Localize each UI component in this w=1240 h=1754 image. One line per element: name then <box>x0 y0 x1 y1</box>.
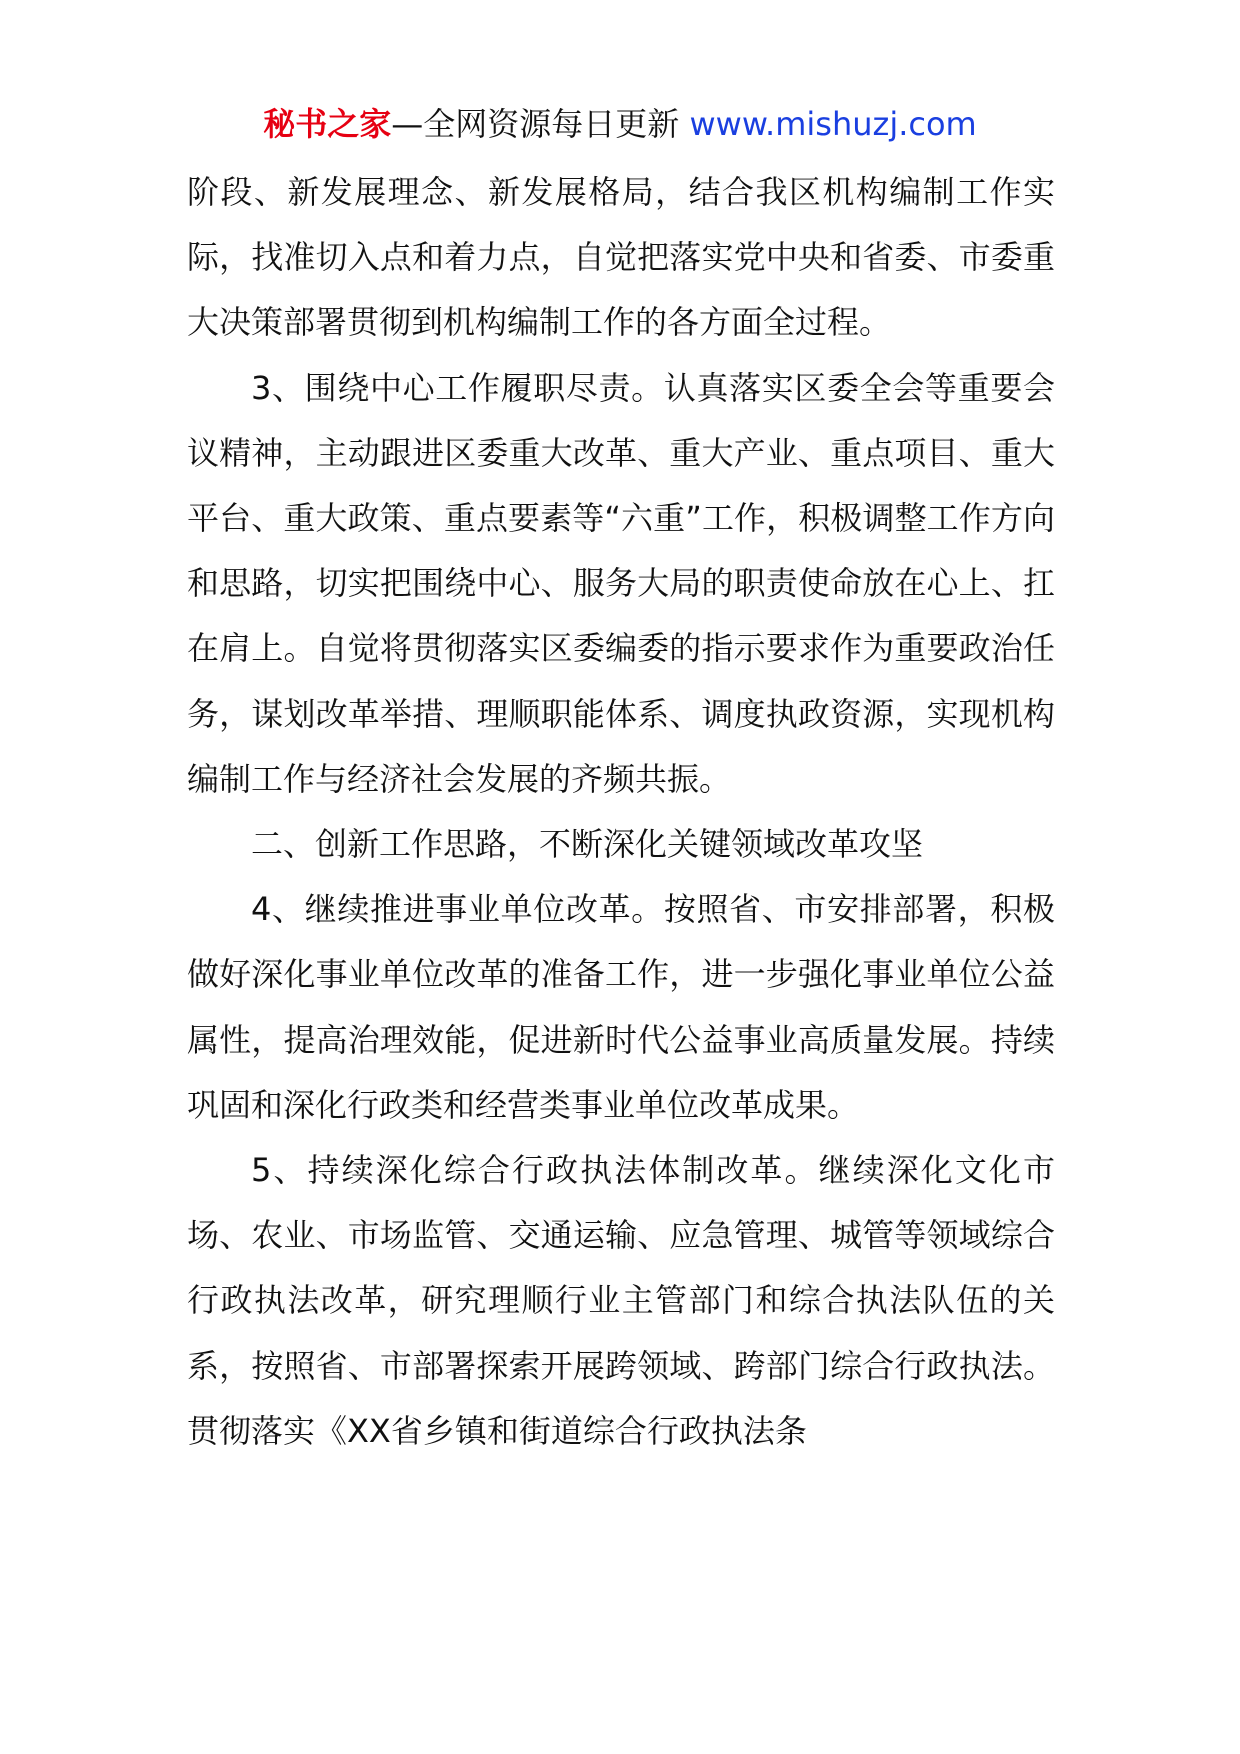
paragraph-continued: 阶段、新发展理念、新发展格局，结合我区机构编制工作实际，找准切入点和着力点，自觉把落实党中央和省委、市委重大决策部署贯彻到机构编制工作的各方面全过程。 <box>187 173 1055 342</box>
site-header <box>0 102 1240 146</box>
site-url: www.mishuzj.com <box>689 105 977 143</box>
paragraph-item-5: 5、持续深化综合行政执法体制改革。继续深化文化市场、农业、市场监管、交通运输、应急管理、城管等领域综合行政执法改革，研究理顺行业主管部门和综合执法队伍的关系，按照省、市部署探索开展跨领域、跨部门综合行政执法。贯彻落实《XX省乡镇和街道综合行政执法条 <box>187 1151 1055 1450</box>
paragraph-item-3: 3、围绕中心工作履职尽责。认真落实区委全会等重要会议精神，主动跟进区委重大改革、重大产业、重点项目、重大平台、重大政策、重点要素等“六重”工作，积极调整工作方向和思路，切实把围绕中心、服务大局的职责使命放在心上、扛在肩上。自觉将贯彻落实区委编委的指示要求作为重要政治任务，谋划改革举措、理顺职能体系、调度执政资源，实现机构编制工作与经济社会发展的齐频共振。 <box>187 368 1055 798</box>
section-heading-2: 二、创新工作思路，不断深化关键领域改革攻坚 <box>251 825 924 864</box>
paragraph-item-4: 4、继续推进事业单位改革。按照省、市安排部署，积极做好深化事业单位改革的准备工作，进一步强化事业单位公益属性，提高治理效能，促进新时代公益事业高质量发展。持续巩固和深化行政类和经营类事业单位改革成果。 <box>187 890 1055 1124</box>
site-brand: 秘书之家 <box>263 105 392 143</box>
document-body <box>187 160 1055 1464</box>
site-tagline: —全网资源每日更新 <box>391 105 680 143</box>
